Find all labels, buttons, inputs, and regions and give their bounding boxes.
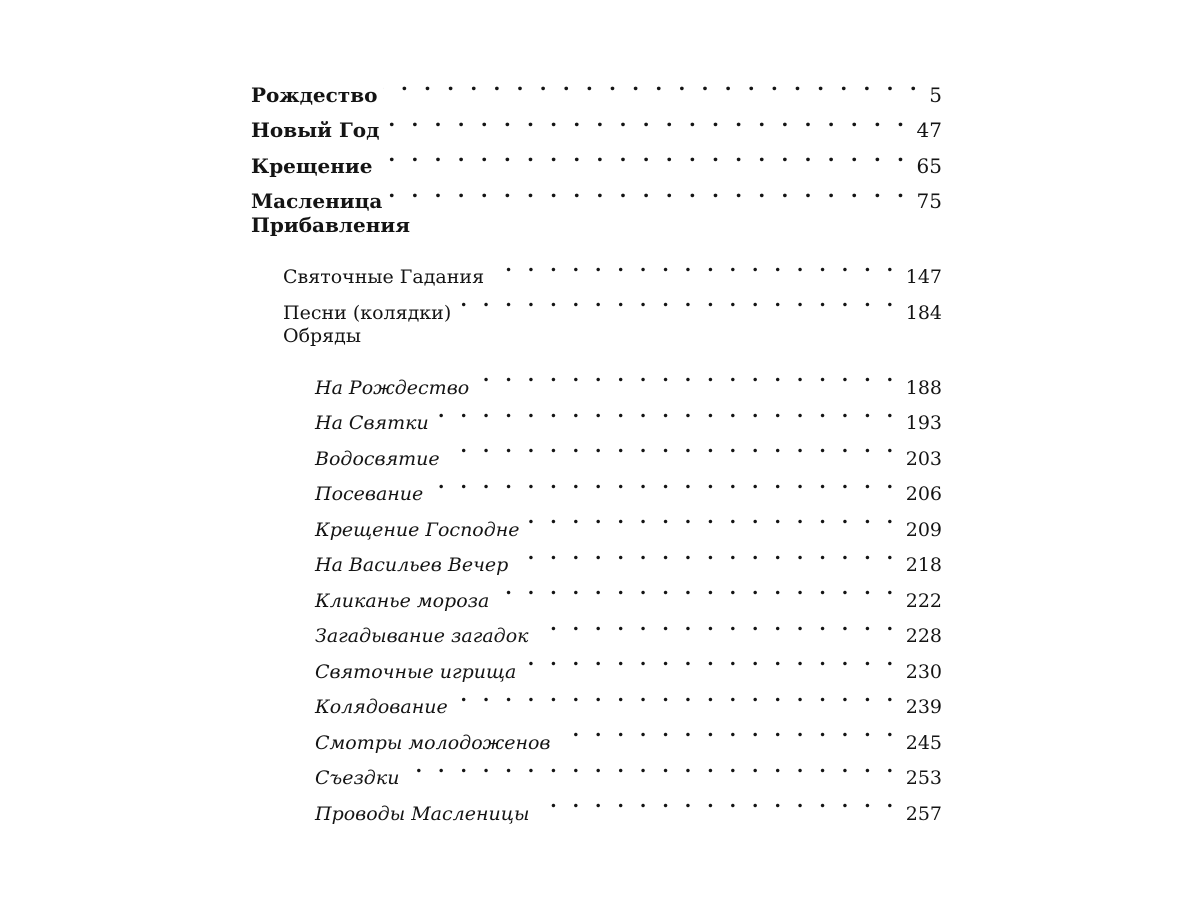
toc-entry-title: На Святки [315, 412, 429, 434]
toc-entry-title: Загадывание загадок [315, 625, 529, 647]
toc-entry-title: Масленица [251, 189, 383, 213]
toc-entry [251, 536, 942, 576]
toc-entry-title: Рождество [251, 82, 378, 107]
toc-entry [251, 642, 942, 683]
toc-entry-title: На Рождество [315, 376, 470, 399]
toc-entry-page-number: 206 [905, 483, 942, 505]
toc-entry [251, 607, 942, 647]
dot-leader [514, 536, 897, 572]
toc-entry [251, 66, 942, 107]
toc-entry [251, 678, 942, 718]
dot-leader [385, 102, 908, 138]
dot-leader [535, 784, 897, 820]
toc-entry-page-number: 222 [905, 589, 942, 612]
toc-entry-page-number: 193 [905, 412, 942, 434]
toc-entry-page-number: 203 [905, 447, 942, 470]
toc-entry-page-number: 147 [905, 266, 942, 288]
dot-leader [490, 248, 898, 284]
toc-entry-title: Песни (колядки) [283, 301, 452, 324]
toc-entry-page-number: 184 [905, 301, 942, 324]
toc-entry-title: Съездки [315, 767, 400, 789]
toc-entry-page-number: 239 [905, 696, 942, 718]
toc-entry [251, 319, 942, 355]
toc-entry [251, 784, 942, 825]
toc-entry-title: На Васильев Вечер [315, 554, 509, 576]
dot-leader [405, 749, 897, 785]
table-of-contents [251, 66, 942, 825]
toc-entry-page-number: 245 [905, 731, 942, 754]
toc-entry-title: Смотры молодоженов [315, 731, 551, 754]
dot-leader [475, 358, 898, 394]
toc-entry-title: Крещение [251, 153, 373, 178]
toc-entry [251, 465, 942, 505]
dot-leader [435, 394, 898, 430]
toc-entry-title: Посевание [315, 483, 424, 505]
toc-entry [251, 137, 942, 178]
toc-entry-page-number: 209 [905, 518, 942, 541]
toc-entry-title: Обряды [283, 324, 361, 347]
toc-entry [251, 713, 942, 754]
toc-entry-page-number: 5 [929, 82, 942, 107]
toc-entry [251, 102, 942, 142]
toc-entry-page-number: 75 [916, 189, 942, 213]
dot-leader [495, 571, 897, 607]
toc-entry [251, 571, 942, 612]
toc-entry-page-number: 230 [905, 660, 942, 683]
dot-leader [429, 465, 897, 501]
toc-entry [251, 208, 942, 244]
toc-entry-page-number: 65 [916, 153, 942, 178]
toc-entry-page-number: 218 [905, 554, 942, 576]
toc-entry-title: Святочные Гадания [283, 266, 485, 288]
dot-leader [526, 500, 898, 536]
toc-entry-title: Прибавления [251, 213, 410, 237]
dot-leader [383, 66, 921, 102]
toc-entry-title: Новый Год [251, 118, 380, 142]
toc-entry-title: Крещение Господне [315, 518, 520, 541]
dot-leader [378, 137, 908, 173]
toc-entry-title: Святочные игрища [315, 660, 517, 683]
toc-entry [251, 749, 942, 789]
toc-entry [251, 500, 942, 541]
toc-entry [251, 283, 942, 324]
toc-entry [251, 394, 942, 434]
toc-entry [251, 248, 942, 288]
dot-leader [457, 283, 897, 319]
toc-entry-title: Колядование [315, 696, 448, 718]
dot-leader [388, 173, 908, 209]
dot-leader [557, 713, 898, 749]
toc-entry-title: Проводы Масленицы [315, 802, 530, 825]
dot-leader [534, 607, 897, 643]
toc-entry [251, 429, 942, 470]
toc-entry-page-number: 228 [905, 625, 942, 647]
dot-leader [454, 678, 898, 714]
toc-entry-page-number: 47 [916, 118, 942, 142]
toc-entry-title: Водосвятие [315, 447, 440, 470]
toc-entry-title: Кликанье мороза [315, 589, 490, 612]
toc-entry [251, 173, 942, 213]
dot-leader [522, 642, 897, 678]
toc-entry-page-number: 257 [905, 802, 942, 825]
toc-entry [251, 358, 942, 399]
toc-entry-page-number: 253 [905, 767, 942, 789]
toc-entry-page-number: 188 [905, 376, 942, 399]
dot-leader [446, 429, 898, 465]
